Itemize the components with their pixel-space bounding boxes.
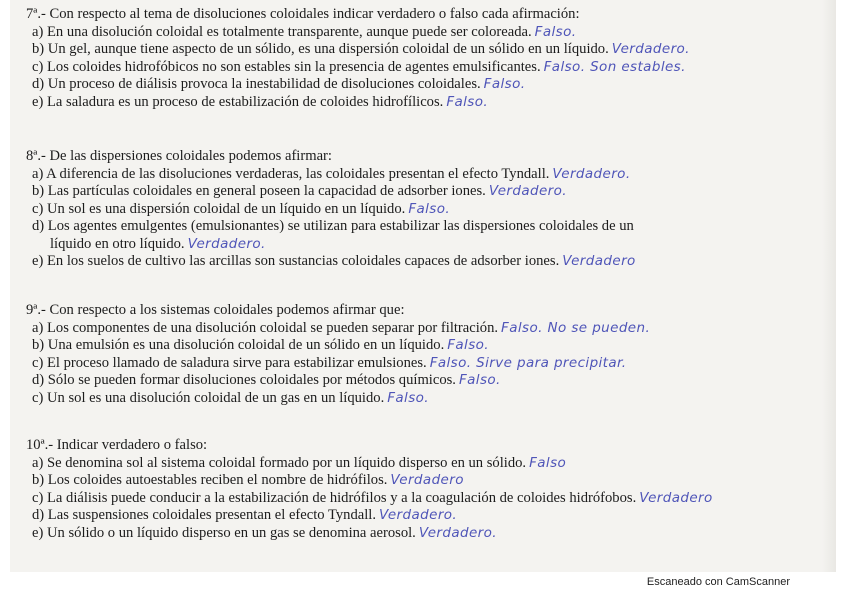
question-item bbox=[26, 390, 826, 408]
question-7 bbox=[26, 6, 826, 111]
item-text: a) Los componentes de una disolución coloidal se pueden separar por filtración. bbox=[32, 319, 499, 336]
scanned-page bbox=[10, 0, 836, 572]
handwritten-answer: Verdadero bbox=[390, 472, 464, 488]
handwritten-answer: Falso. Sirve para precipitar. bbox=[429, 354, 627, 371]
item-text: e) En los suelos de cultivo las arcillas son sustancias coloidales capaces de adsorber iones. bbox=[32, 253, 560, 269]
item-text: a) Se denomina sol al sistema coloidal formado por un líquido disperso en un sólido. bbox=[32, 454, 527, 471]
question-item bbox=[26, 372, 826, 390]
handwritten-answer: Verdadero bbox=[562, 253, 636, 269]
item-text: d) Un proceso de diálisis provoca la inestabilidad de disoluciones coloidales. bbox=[32, 76, 481, 92]
handwritten-answer: Verdadero. bbox=[379, 507, 458, 523]
question-item bbox=[26, 355, 826, 373]
question-title: 10ª.- Indicar verdadero o falso: bbox=[26, 437, 208, 453]
item-text: b) Un gel, aunque tiene aspecto de un sólido, es una dispersión coloidal de un sólido en un líquido. bbox=[32, 41, 609, 57]
question-item bbox=[26, 166, 826, 184]
question-title: 7ª.- Con respecto al tema de disoluciones coloidales indicar verdadero o falso cada afirmación: bbox=[26, 6, 580, 22]
item-text: d) Sólo se pueden formar disoluciones coloidales por métodos químicos. bbox=[32, 372, 456, 388]
handwritten-answer: Falso. bbox=[446, 93, 489, 110]
item-text: c) Un sol es una dispersión coloidal de un líquido en un líquido. bbox=[32, 200, 406, 217]
item-text: c) El proceso llamado de saladura sirve para estabilizar emulsiones. bbox=[32, 354, 427, 371]
item-text: d) Las suspensiones coloidales presentan el efecto Tyndall. bbox=[32, 507, 376, 523]
item-text: e) Un sólido o un líquido disperso en un gas se denomina aerosol. bbox=[32, 524, 416, 541]
handwritten-answer: Falso bbox=[529, 454, 567, 471]
question-item bbox=[26, 183, 826, 201]
question-8 bbox=[26, 148, 826, 271]
handwritten-answer: Falso. bbox=[447, 337, 489, 353]
item-text: b) Los coloides autoestables reciben el nombre de hidrófilos. bbox=[32, 472, 388, 488]
handwritten-answer: Verdadero. bbox=[187, 235, 266, 252]
question-item bbox=[26, 218, 826, 253]
question-item bbox=[26, 59, 826, 77]
question-item bbox=[26, 337, 826, 355]
handwritten-answer: Falso. No se pueden. bbox=[501, 319, 651, 336]
item-text: b) Una emulsión es una disolución coloidal de un sólido en un líquido. bbox=[32, 337, 445, 353]
question-item bbox=[26, 76, 826, 94]
handwritten-answer: Verdadero bbox=[639, 489, 713, 506]
handwritten-answer: Verdadero. bbox=[552, 165, 631, 182]
scanner-watermark: Escaneado con CamScanner bbox=[646, 576, 790, 588]
question-9 bbox=[26, 302, 826, 407]
question-item bbox=[26, 507, 826, 525]
handwritten-answer: Verdadero. bbox=[488, 183, 567, 199]
question-item bbox=[26, 94, 826, 112]
question-item bbox=[26, 201, 826, 219]
item-text: b) Las partículas coloidales en general poseen la capacidad de adsorber iones. bbox=[32, 183, 486, 199]
handwritten-answer: Falso. bbox=[387, 389, 429, 406]
question-title: 9ª.- Con respecto a los sistemas coloidales podemos afirmar que: bbox=[26, 302, 405, 318]
question-item bbox=[26, 525, 826, 543]
handwritten-answer: Falso. bbox=[408, 200, 451, 217]
question-item bbox=[26, 472, 826, 490]
page-edge-shadow bbox=[822, 0, 836, 572]
item-text: a) En una disolución coloidal es totalmente transparente, aunque puede ser coloreada. bbox=[32, 23, 532, 40]
handwritten-answer: Verdadero. bbox=[611, 41, 690, 57]
item-text: c) La diálisis puede conducir a la estabilización de hidrófilos y a la coagulación de coloides hidrófobos. bbox=[32, 489, 637, 506]
item-text: d) Los agentes emulgentes (emulsionantes) se utilizan para estabilizar las dispersiones coloidales de un bbox=[32, 218, 634, 234]
question-item bbox=[26, 253, 826, 271]
handwritten-answer: Verdadero. bbox=[418, 524, 497, 541]
question-item bbox=[26, 24, 826, 42]
handwritten-answer: Falso. bbox=[483, 76, 526, 92]
question-item bbox=[26, 455, 826, 473]
handwritten-answer: Falso. Son estables. bbox=[543, 58, 686, 75]
handwritten-answer: Falso. bbox=[458, 372, 501, 388]
item-text: c) Los coloides hidrofóbicos no son estables sin la presencia de agentes emulsificantes. bbox=[32, 58, 541, 75]
item-text: a) A diferencia de las disoluciones verdaderas, las coloidales presentan el efecto Tyndall. bbox=[32, 165, 550, 182]
item-text-continued: líquido en otro líquido. bbox=[50, 235, 185, 252]
handwritten-answer: Falso. bbox=[534, 23, 577, 40]
question-item bbox=[26, 490, 826, 508]
question-item bbox=[26, 41, 826, 59]
item-text: e) La saladura es un proceso de estabilización de coloides hidrofílicos. bbox=[32, 93, 444, 110]
question-item bbox=[26, 320, 826, 338]
question-title: 8ª.- De las dispersiones coloidales podemos afirmar: bbox=[26, 148, 332, 164]
item-text: c) Un sol es una disolución coloidal de un gas en un líquido. bbox=[32, 389, 385, 406]
question-10 bbox=[26, 437, 826, 542]
